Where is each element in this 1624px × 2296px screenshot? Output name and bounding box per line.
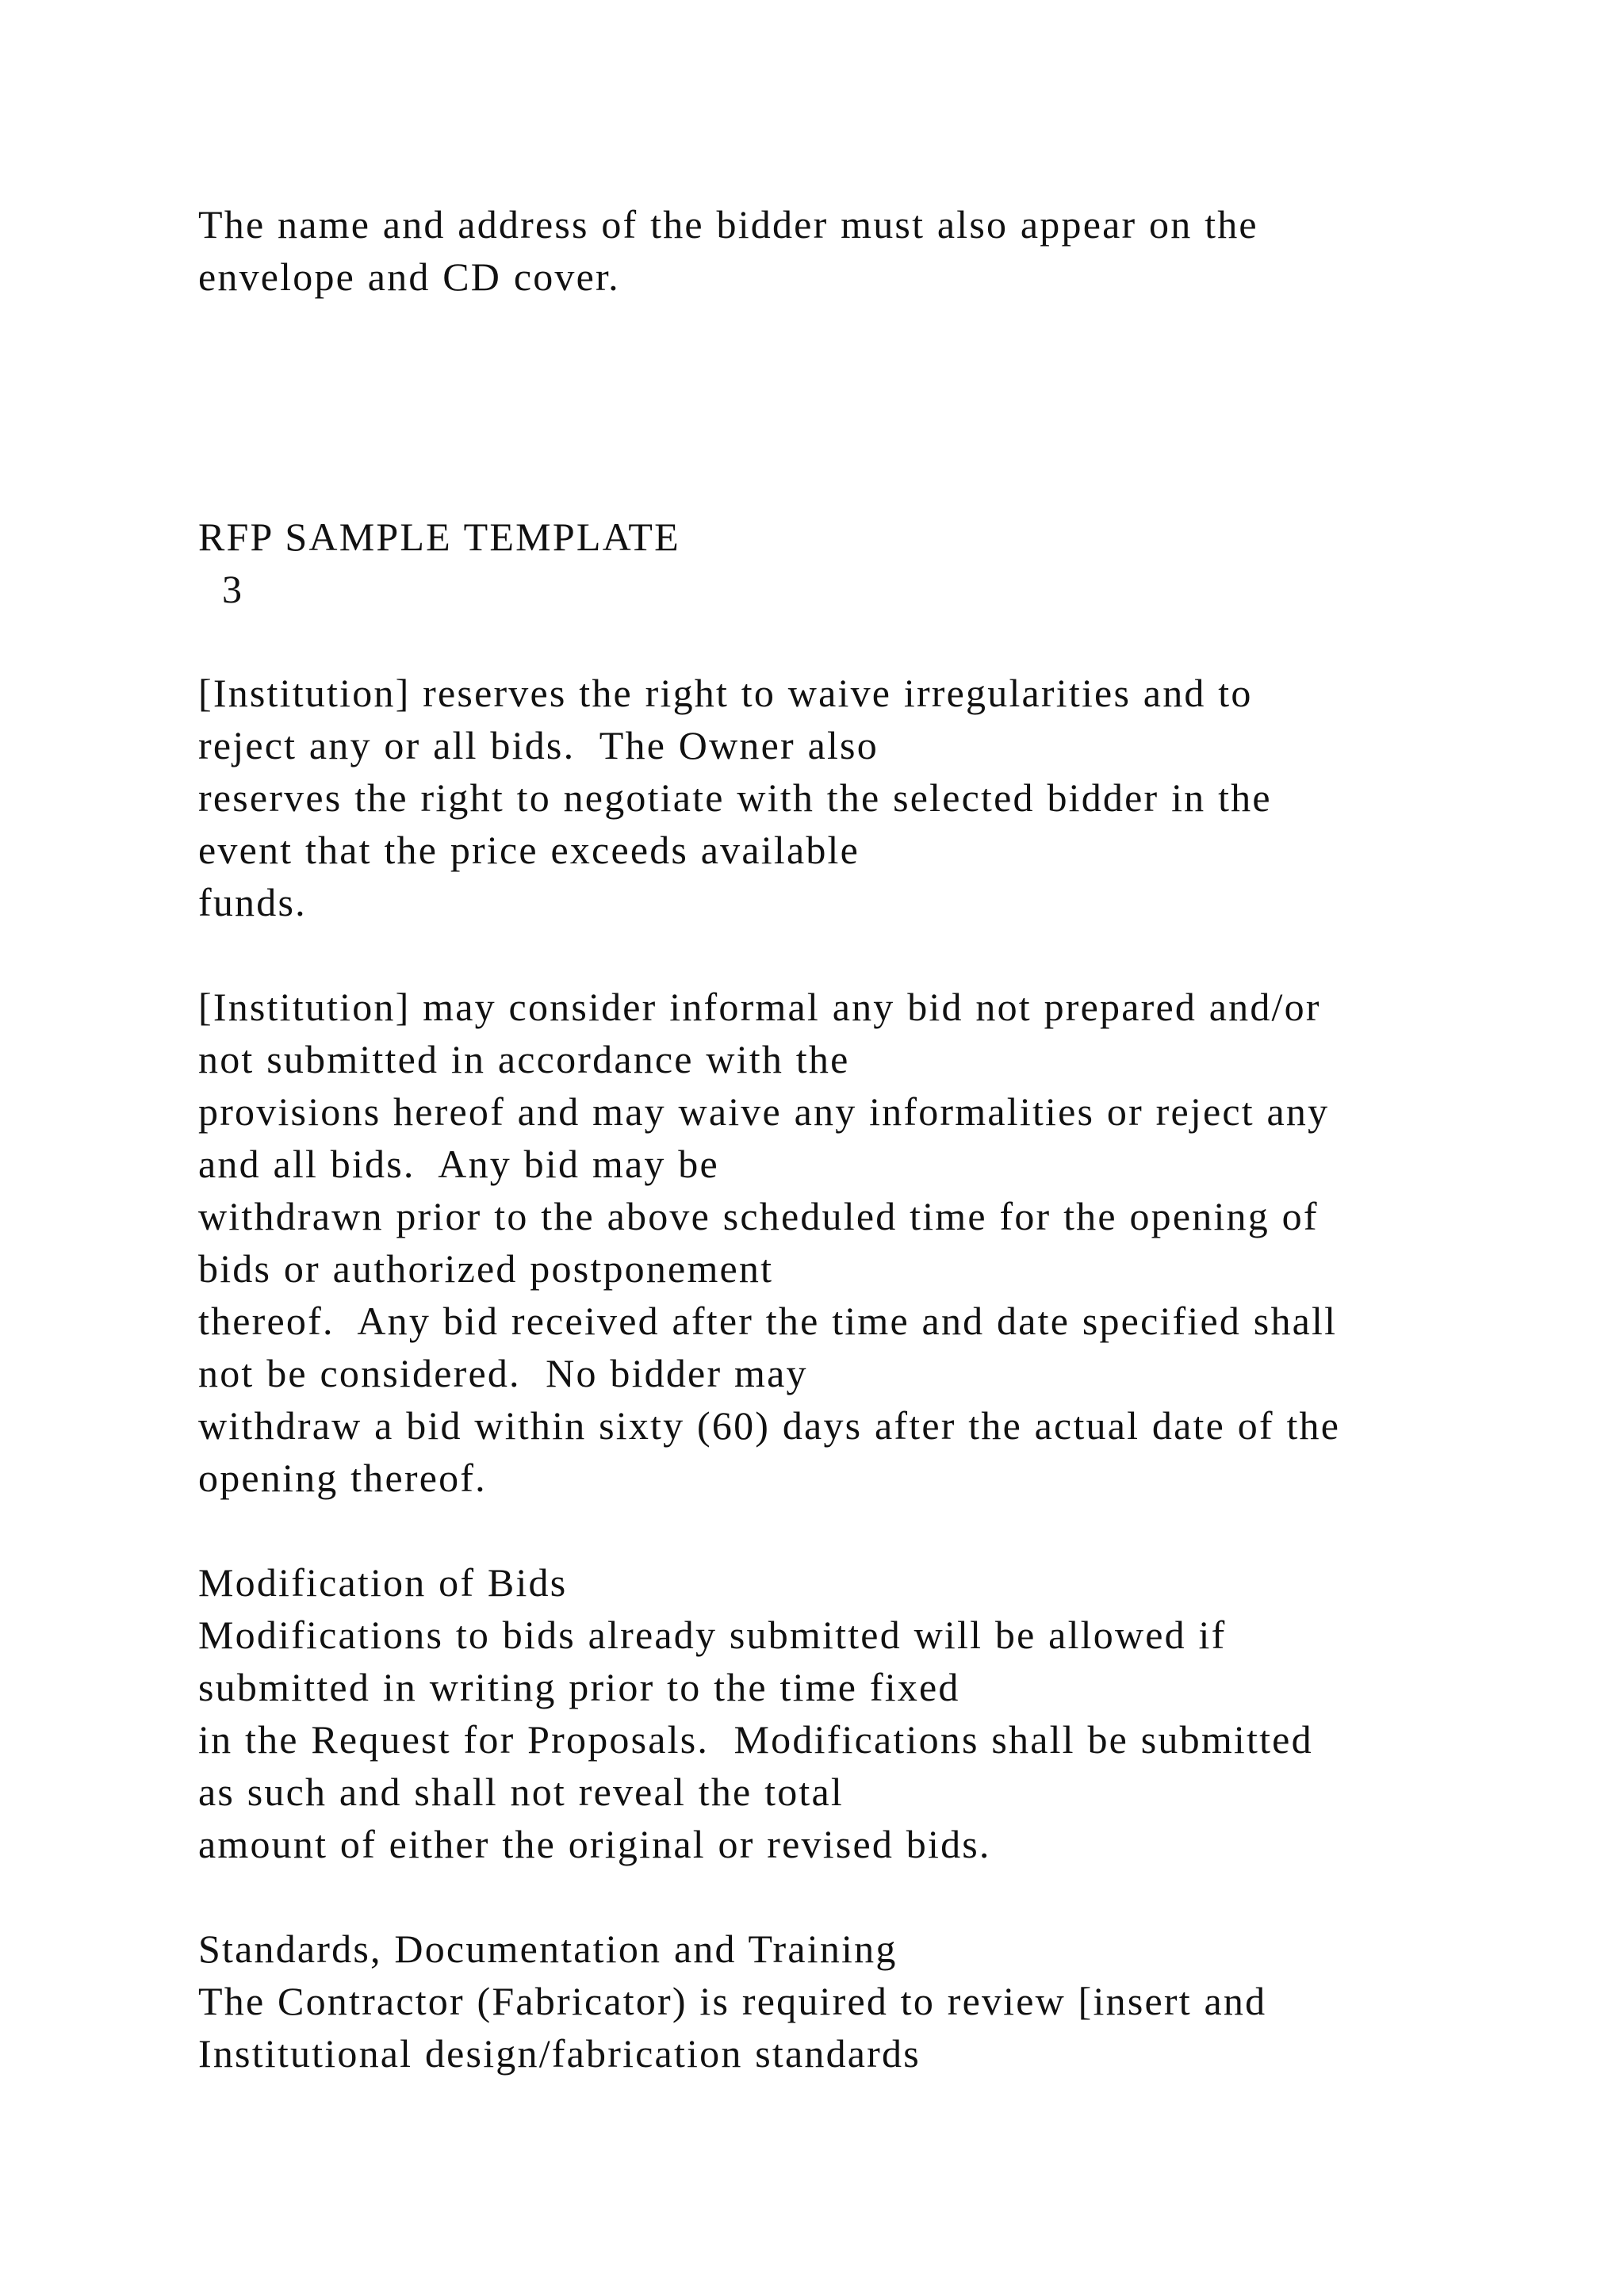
informal-line-6: bids or authorized postponement bbox=[198, 1246, 774, 1291]
reserves-line-4: event that the price exceeds available bbox=[198, 828, 860, 872]
standards-line-1: The Contractor (Fabricator) is required to review [insert and bbox=[198, 1979, 1267, 2023]
reserves-line-5: funds. bbox=[198, 880, 307, 924]
informal-line-5: withdrawn prior to the above scheduled time for the opening of bbox=[198, 1194, 1319, 1238]
modification-line-5: amount of either the original or revised bids. bbox=[198, 1822, 991, 1866]
page-number: 3 bbox=[222, 567, 244, 611]
modification-line-1: Modifications to bids already submitted will be allowed if bbox=[198, 1613, 1227, 1657]
modification-line-3: in the Request for Proposals. Modifications shall be submitted bbox=[198, 1717, 1313, 1762]
reserves-line-1: [Institution] reserves the right to waive irregularities and to bbox=[198, 671, 1253, 715]
reserves-line-2: reject any or all bids. The Owner also bbox=[198, 723, 879, 767]
intro-line-2: envelope and CD cover. bbox=[198, 254, 620, 299]
informal-line-3: provisions hereof and may waive any informalities or reject any bbox=[198, 1089, 1330, 1134]
informal-line-9: withdraw a bid within sixty (60) days after the actual date of the bbox=[198, 1403, 1341, 1448]
modification-line-2: submitted in writing prior to the time fixed bbox=[198, 1665, 960, 1709]
informal-line-1: [Institution] may consider informal any bid not prepared and/or bbox=[198, 985, 1321, 1029]
reserves-line-3: reserves the right to negotiate with the selected bidder in the bbox=[198, 775, 1272, 820]
informal-line-2: not submitted in accordance with the bbox=[198, 1037, 850, 1081]
informal-line-7: thereof. Any bid received after the time and date specified shall bbox=[198, 1299, 1338, 1343]
informal-line-10: opening thereof. bbox=[198, 1456, 487, 1500]
informal-line-4: and all bids. Any bid may be bbox=[198, 1142, 719, 1186]
informal-line-8: not be considered. No bidder may bbox=[198, 1351, 808, 1395]
standards-line-2: Institutional design/fabrication standards bbox=[198, 2031, 921, 2076]
header-title: RFP SAMPLE TEMPLATE bbox=[198, 515, 680, 559]
modification-line-4: as such and shall not reveal the total bbox=[198, 1770, 844, 1814]
intro-line-1: The name and address of the bidder must also appear on the bbox=[198, 202, 1258, 247]
standards-heading: Standards, Documentation and Training bbox=[198, 1927, 898, 1971]
modification-heading: Modification of Bids bbox=[198, 1560, 568, 1605]
